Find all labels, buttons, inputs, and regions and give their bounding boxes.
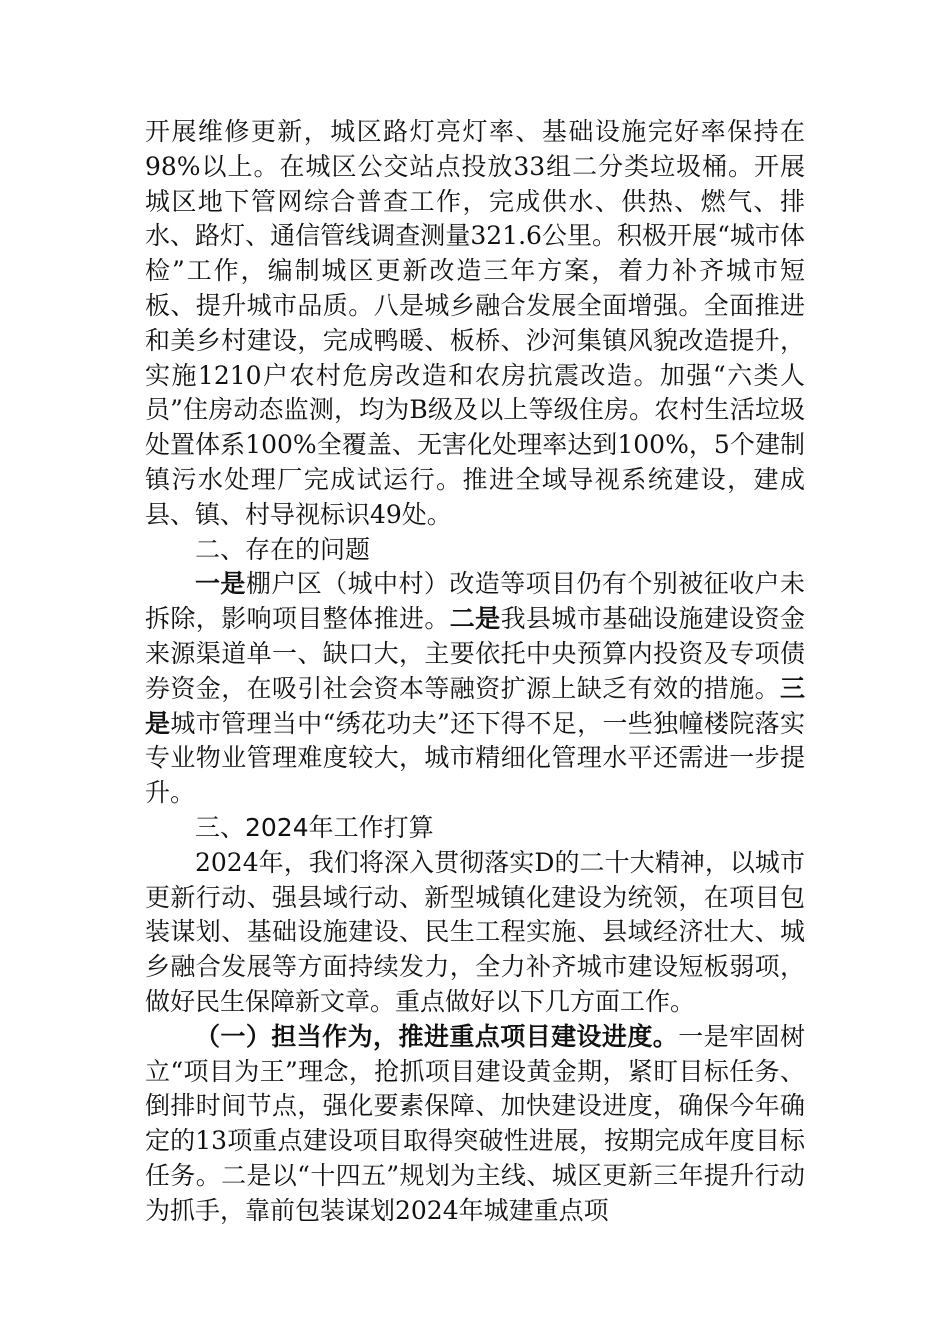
problem-text-3: 城市管理当中“绣花功夫”还下得不足，一些独幢楼院落实专业物业管理难度较大，城市精细化管理水平还需进一步提升。 [145, 708, 805, 808]
section-1-heading: （一）担当作为，推进重点项目建设进度。 [195, 1021, 679, 1051]
problem-lead-3: 三是 [145, 673, 805, 738]
heading-problems: 二、存在的问题 [195, 534, 371, 564]
paragraph-plan-intro: 2024年，我们将深入贯彻落实D的二十大精神，以城市更新行动、强县域行动、新型城镇化建设为统领，在项目包装谋划、基础设施建设、民生工程实施、县域经济壮大、城乡融合发展等方面持续发力，全力补齐城市建设短板弱项，做好民生保障新文章。重点做好以下几方面工作。 [145, 847, 805, 1016]
paragraph-achievements: 开展维修更新，城区路灯亮灯率、基础设施完好率保持在98%以上。在城区公交站点投放33组二分类垃圾桶。开展城区地下管网综合普查工作，完成供水、供热、燃气、排水、路灯、通信管线调查测量321.6公里。积极开展“城市体检”工作，编制城区更新改造三年方案，着力补齐城市短板、提升城市品质。八是城乡融合发展全面增强。全面推进和美乡村建设，完成鸭暖、板桥、沙河集镇风貌改造提升，实施1210户农村危房改造和农房抗震改造。加强“六类人员”住房动态监测，均为B级及以上等级住房。农村生活垃圾处置体系100%全覆盖、无害化处理率达到100%，5个建制镇污水处理厂完成试运行。推进全域导视系统建设，建成县、镇、村导视标识49处。 [145, 117, 805, 529]
problem-lead-1: 一是 [195, 569, 246, 599]
problem-lead-2: 二是 [449, 604, 501, 634]
problem-text-1: 棚户区（城中村）改造等项目仍有个别被征收户未拆除，影响项目整体推进。 [145, 569, 805, 634]
heading-plan: 三、2024年工作打算 [195, 812, 434, 842]
paragraph-problems [145, 567, 805, 811]
section-1-text: 一是牢固树立“项目为王”理念，抢抓项目建设黄金期，紧盯目标任务、倒排时间节点，强化要素保障、加快建设进度，确保今年确定的13项重点建设项目取得突破性进展，按期完成年度目标任务。二是以“十四五”规划为主线、城区更新三年提升行动为抓手，靠前包装谋划2024年城建重点项 [145, 1021, 805, 1225]
problem-text-2: 我县城市基础设施建设资金来源渠道单一、缺口大，主要依托中央预算内投资及专项债券资金，在吸引社会资本等融资扩源上缺乏有效的措施。 [145, 604, 805, 703]
paragraph-section-1 [145, 1020, 805, 1229]
